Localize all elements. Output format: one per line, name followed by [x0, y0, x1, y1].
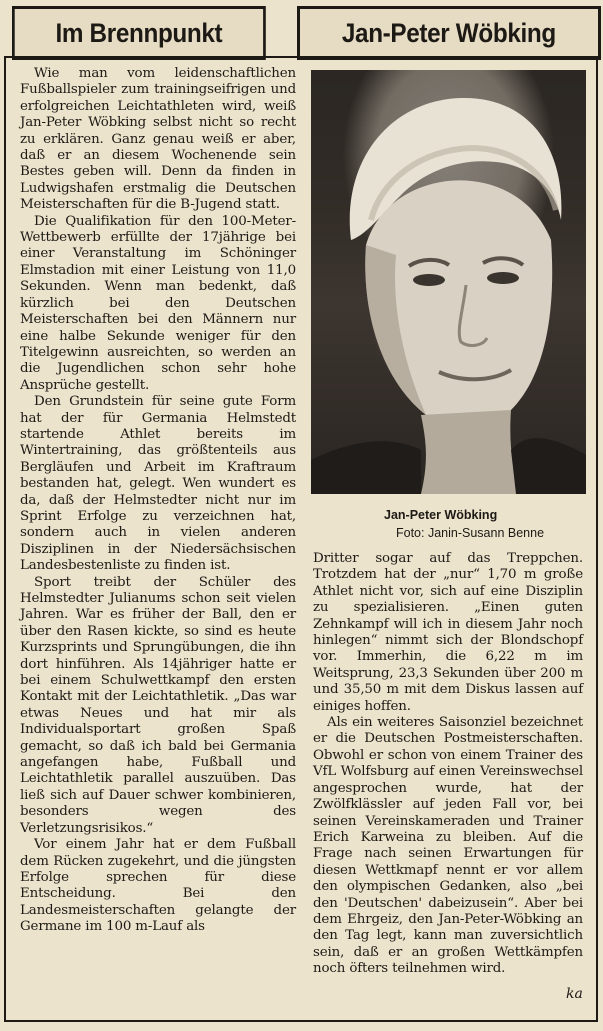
- paragraph: Dritter sogar auf das Treppchen. Trotzdem hat der „nur“ 1,70 m große Athlet nicht vor, sich auf eine Disziplin zu spezialisieren. „Einen guten Zehnkampf will ich in diesem Jahr noch hinlegen“ nimmt sich der Blondschopf vor. Immerhin, die 6,22 m im Weitsprung, 23,3 Sekunden über 200 m und 35,50 m mit dem Diskus lassen auf einiges hoffen.: [313, 551, 583, 714]
- section-label: Im Brennpunkt: [55, 17, 223, 48]
- article-column-right: [313, 551, 583, 978]
- paragraph: Als ein weiteres Saisonziel bezeichnet er die Deutschen Postmeisterschaften. Obwohl er schon von einem Trainer des VfL Wolfsburg auf einen Vereinswechsel angesprochen wurde, hat der Zwölfklässler auf jeden Fall vor, bei seinen Vereinskameraden und Trainer Erich Karweina zu bleiben. Auf die Frage nach seinen Erwartungen für diesen Wettkmapf nennt er vor allem den olympischen Gedanken, also „bei den 'Deutschen' dabeizusein“. Aber bei dem Ehrgeiz, den Jan-Peter-Wöbking an den Tag legt, kann man zuversichtlich sein, daß er an großen Wettkämpfen noch öfters teilnehmen wird.: [313, 715, 583, 977]
- portrait-illustration: [311, 70, 586, 494]
- paragraph: Wie man vom leidenschaftlichen Fußballspieler zum trainingseifrigen und erfolgreichen Leichtathleten wird, weiß Jan-Peter Wöbking selbst nicht so recht zu erklären. Ganz genau weiß er aber, daß er an diesem Wochenende sein Bestes geben will. Denn da finden in Ludwigshafen erstmalig die Deutschen Meisterschaften für die B-Jugend statt.: [20, 66, 296, 213]
- headline-name: Jan-Peter Wöbking: [342, 17, 556, 48]
- author-signature: ka: [566, 986, 583, 1002]
- paragraph: Den Grundstein für seine gute Form hat der für Germania Helmstedt startende Athlet bereits im Wintertraining, das größtenteils aus Bergläufen und Arbeit im Kraftraum bestanden hat, gelegt. Wen wundert es da, daß der Helmstedter nicht nur im Sprint Erfolge zu verzeichnen hat, sondern auch in vielen anderen Disziplinen in der Niedersächsischen Landesbestenliste zu finden ist.: [20, 394, 296, 574]
- paragraph: Die Qualifikation für den 100-Meter-Wettbewerb erfüllte der 17jährige bei einer Veranstaltung im Schöninger Elmstadion mit einer Leistung von 11,0 Sekunden. Wenn man bedenkt, daß kürzlich bei den Deutschen Meisterschaften bei den Männern nur eine halbe Sekunde weniger für den Titelgewinn ausreichten, so werden an die Jugendlichen schon sehr hohe Ansprüche gestellt.: [20, 213, 296, 393]
- headline-box: [297, 6, 601, 60]
- caption-credit: Foto: Janin-Susann Benne: [396, 526, 545, 540]
- photo-caption: [384, 506, 594, 542]
- paragraph: Sport treibt der Schüler des Helmstedter Julianums schon seit vielen Jahren. War es früher der Ball, den er über den Rasen kickte, so sind es heute Kurzsprints und Sprungübungen, die ihn dort hinführen. Als 14jähriger hatte er bei einem Schulwettkampf den ersten Kontakt mit der Leichtathletik. „Das war etwas Neues und hat mir als Individualsportart großen Spaß gemacht, so daß ich bald bei Germania angefangen habe, Fußball und Leichtathletik parallel auszuüben. Das ließ sich auf Dauer schwer kombinieren, besonders wegen des Verletzungsrisikos.“: [20, 574, 296, 836]
- caption-name: Jan-Peter Wöbking: [384, 508, 498, 522]
- article-column-left: [20, 66, 296, 936]
- section-label-box: [12, 6, 266, 60]
- portrait-photo: [311, 70, 586, 494]
- paragraph: Vor einem Jahr hat er dem Fußball dem Rücken zugekehrt, und die jüngsten Erfolge sprechen für diese Entscheidung. Bei den Landesmeisterschaften gelangte der Germane im 100 m-Lauf als: [20, 837, 296, 935]
- header: [2, 6, 599, 58]
